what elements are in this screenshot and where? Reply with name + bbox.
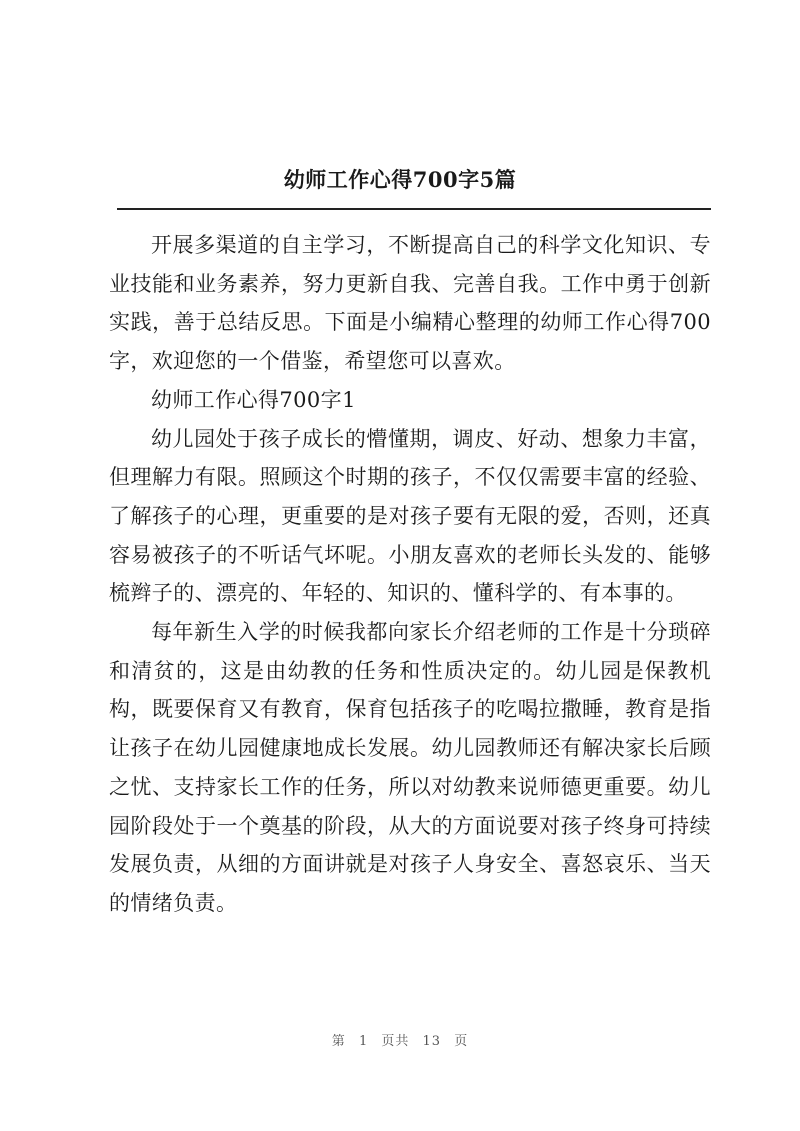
body-paragraph: 每年新生入学的时候我都向家长介绍老师的工作是十分琐碎和清贫的，这是由幼教的任务和性质决定的。幼儿园是保教机构，既要保育又有教育，保育包括孩子的吃喝拉撒睡，教育是指让孩子在幼儿园健康地成长发展。幼儿园教师还有解决家长后顾之忧、支持家长工作的任务，所以对幼教来说师德更重要。幼儿园阶段处于一个奠基的阶段，从大的方面说要对孩子终身可持续发展负责，从细的方面讲就是对孩子人身安全、喜怒哀乐、当天的情绪负责。 bbox=[109, 620, 711, 915]
footer-middle: 页共 bbox=[381, 1034, 410, 1049]
footer-current-page: 1 bbox=[358, 1034, 369, 1049]
intro-paragraph: 开展多渠道的自主学习，不断提高自己的科学文化知识、专业技能和业务素养，努力更新自我、完善自我。工作中勇于创新实践，善于总结反思。下面是小编精心整理的幼师工作心得700字，欢迎您的一个借鉴，希望您可以喜欢。 bbox=[109, 233, 711, 374]
section-heading: 幼师工作心得700字1 bbox=[151, 387, 356, 412]
footer-prefix: 第 bbox=[331, 1034, 346, 1049]
body-paragraph: 幼儿园处于孩子成长的懵懂期，调皮、好动、想象力丰富，但理解力有限。照顾这个时期的孩子，不仅仅需要丰富的经验、了解孩子的心理，更重要的是对孩子要有无限的爱，否则，还真容易被孩子的不听话气坏呢。小朋友喜欢的老师长头发的、能够梳辫子的、漂亮的、年轻的、知识的、懂科学的、有本事的。 bbox=[109, 426, 711, 606]
footer-suffix: 页 bbox=[454, 1034, 469, 1049]
page-footer bbox=[0, 1030, 800, 1049]
document-title: 幼师工作心得700字5篇 bbox=[283, 167, 517, 192]
document-body bbox=[109, 226, 711, 923]
title-divider bbox=[117, 208, 711, 210]
footer-total-pages: 13 bbox=[422, 1034, 442, 1049]
